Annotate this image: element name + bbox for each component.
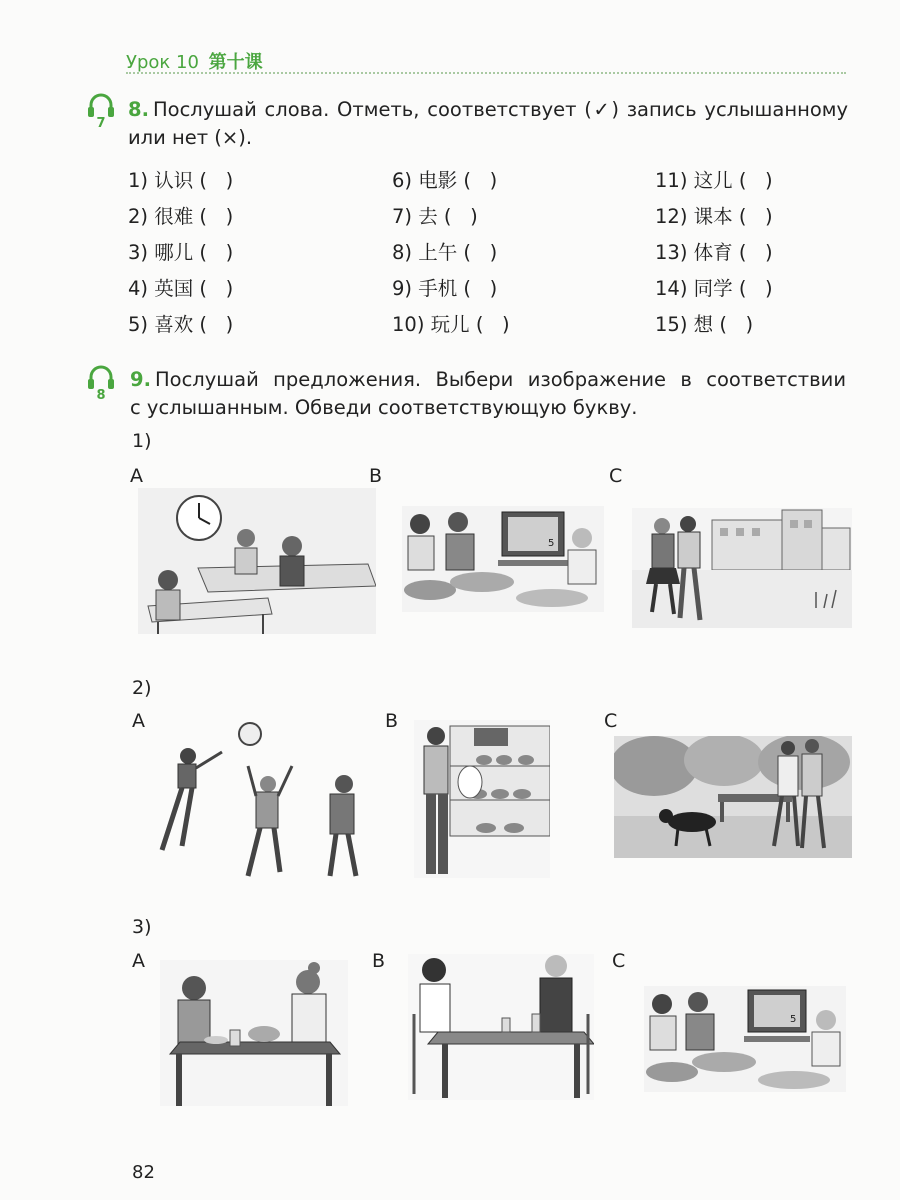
audio-track-7[interactable] <box>86 92 116 131</box>
exercise-8-line1: 8. Послушай слова. Отметь, соответствует (✓) запись услышанному <box>128 98 848 121</box>
exercise-8-line2: или нет (×). <box>128 126 253 149</box>
picture-classroom <box>138 488 376 634</box>
word-item[interactable]: 13) 体育 ( ) <box>655 241 773 264</box>
lesson-label-cn: 第十课 <box>208 52 263 73</box>
track-number: 7 <box>96 116 106 131</box>
exercise-8-title <box>128 96 848 152</box>
word-item[interactable]: 12) 课本 ( ) <box>655 205 773 228</box>
exercise-number: 9. <box>130 368 151 391</box>
word-item[interactable]: 2) 很难 ( ) <box>128 205 234 228</box>
exercise-9-title <box>130 366 846 422</box>
exercise-9-line2: с услышанным. Обведи соответствующую букву. <box>130 396 638 419</box>
item-3-label: 3) <box>132 916 152 938</box>
exercise-number: 8. <box>128 98 149 121</box>
word-item[interactable]: 4) 英国 ( ) <box>128 277 234 300</box>
track-number: 8 <box>96 388 106 403</box>
word-item[interactable]: 9) 手机 ( ) <box>392 277 498 300</box>
word-item[interactable]: 1) 认识 ( ) <box>128 169 234 192</box>
audio-track-8[interactable] <box>86 364 116 403</box>
item-2-label: 2) <box>132 677 152 699</box>
option-3-a[interactable]: A <box>132 950 145 972</box>
option-1-c[interactable]: C <box>609 465 623 487</box>
headphones-icon <box>86 364 116 390</box>
word-item[interactable]: 10) 玩儿 ( ) <box>392 313 510 336</box>
word-item[interactable]: 6) 电影 ( ) <box>392 169 498 192</box>
option-3-c[interactable]: C <box>612 950 626 972</box>
option-3-b[interactable]: B <box>372 950 386 972</box>
word-item[interactable]: 15) 想 ( ) <box>655 313 754 336</box>
word-item[interactable]: 8) 上午 ( ) <box>392 241 498 264</box>
option-1-b[interactable]: B <box>369 465 383 487</box>
item-1-label: 1) <box>132 430 152 452</box>
lesson-header <box>126 48 263 74</box>
picture-cafe-conversation <box>408 954 594 1100</box>
picture-friends-watching-tv-2 <box>644 986 846 1092</box>
word-item[interactable]: 7) 去 ( ) <box>392 205 478 228</box>
tv-score: 5 <box>548 538 555 549</box>
picture-students-walking <box>632 508 852 628</box>
page-number: 82 <box>132 1162 155 1183</box>
word-item[interactable]: 3) 哪儿 ( ) <box>128 241 234 264</box>
exercise-9-line1: 9. Послушай предложения. Выбери изображение в соответствии <box>130 368 846 391</box>
picture-children-playing-ball <box>152 722 366 884</box>
tv-score-2: 5 <box>790 1014 797 1025</box>
option-2-c[interactable]: C <box>604 710 618 732</box>
option-1-a[interactable]: A <box>130 465 143 487</box>
picture-shopping-market <box>414 720 550 878</box>
picture-friends-watching-tv <box>402 506 604 612</box>
option-2-a[interactable]: A <box>132 710 145 732</box>
word-item[interactable]: 14) 同学 ( ) <box>655 277 773 300</box>
word-item[interactable]: 11) 这儿 ( ) <box>655 169 773 192</box>
option-2-b[interactable]: B <box>385 710 399 732</box>
headphones-icon <box>86 92 116 118</box>
header-divider <box>126 72 846 74</box>
picture-family-dinner <box>160 960 348 1106</box>
lesson-label: Урок 10 <box>126 52 199 73</box>
picture-park-with-dog <box>614 736 852 858</box>
word-item[interactable]: 5) 喜欢 ( ) <box>128 313 234 336</box>
